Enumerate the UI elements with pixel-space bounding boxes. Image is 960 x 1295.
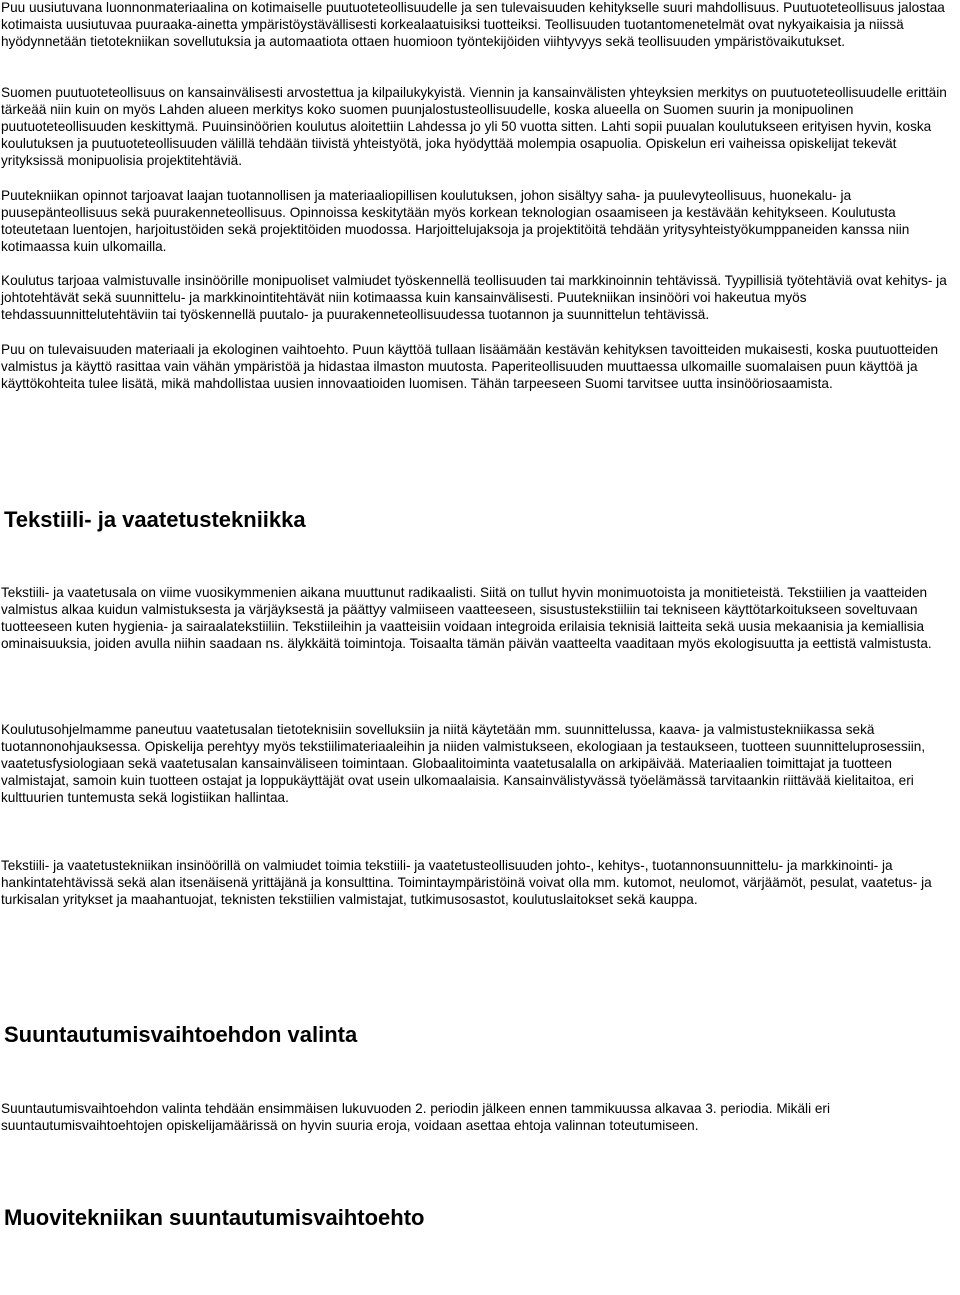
- paragraph-textile-program: Koulutusohjelmamme paneutuu vaatetusalan tietoteknisiin sovelluksiin ja niitä käytetään mm. suunnittelussa, kaava- ja valmistustekniikassa sekä tuotannonohjauksessa. Opiskelija perehtyy myös tekstiilimateriaaleihin ja niiden valmistukseen, ekologiaan ja testaukseen, tuotteen suunnitteluprosessiin, vaatetusfysiologiaan sekä vaatetusalan kansainväliseen toimintaan. Globaalitoiminta vaatetusalalla on arkipäivää. Materiaalien toimittajat ja tuotteen valmistajat, samoin kuin tuotteen ostajat ja loppukäyttäjät ovat usein ulkomaalaisia. Kansainvälistyvässä työelämässä tarvitaankin riittävää kielitaitoa, eri kulttuurien tuntemusta sekä logistiikan hallintaa.: [1, 722, 926, 805]
- paragraph-wood-intro: Puu uusiutuvana luonnonmateriaalina on kotimaiselle puutuoteteollisuudelle ja sen tulevaisuuden kehitykselle suuri mahdollisuus. Puutuoteteollisuus jalostaa kotimaista uusiutuvaa puuraaka-ainetta ympäristöystävällisesti korkealaatuisiksi tuotteiksi. Teollisuuden tuotantomenetelmät ovat nykyaikaisia ja niissä hyödynnetään tietotekniikan sovellutuksia ja automaatiota ottaen huomioon työntekijöiden viihtyvyys sekä teollisuuden ympäristövaikutukset.: [1, 0, 945, 49]
- paragraph-wood-international: Suomen puutuoteteollisuus on kansainvälisesti arvostettua ja kilpailukykyistä. Viennin ja kansainvälisten yhteyksien merkitys on puutuoteteollisuudelle erittäin tärkeää niin kuin on myös Lahden alueen merkitys koko suomen puunjalostusteollisuudelle, koska alueella on Suomen suurin ja monipuolinen puutuoteteollisuuden keskittymä. Puuinsinöörien koulutus aloitettiin Lahdessa jo yli 50 vuotta sitten. Lahti sopii puualan koulutukseen erityisen hyvin, koska koulutuksen ja puutuoteteollisuuden välillä tehdään tiivistä yhteistyötä, joka hyödyttää molempia osapuolia. Opiskelun eri vaiheissa opiskelijat tekevät yrityksissä monipuolisia projektitehtäviä.: [1, 85, 947, 168]
- heading-specialization-choice: Suuntautumisvaihtoehdon valinta: [4, 1022, 358, 1047]
- paragraph-wood-careers: Koulutus tarjoaa valmistuvalle insinöörille monipuoliset valmiudet työskennellä teollisuuden tai markkinoinnin tehtävissä. Tyypillisiä työtehtäviä ovat kehitys- ja johtotehtävät sekä suunnittelu- ja markkinointitehtävät niin kotimaassa kuin kansainvälisesti. Puutekniikan insinööri voi hakeutua myös tehdassuunnittelutehtäviin tai työskennellä puutalo- ja puurakenneteollisuudessa tuotannon ja suunnittelun tehtävissä.: [1, 273, 947, 322]
- heading-plastics: Muovitekniikan suuntautumisvaihtoehto: [4, 1205, 425, 1230]
- paragraph-specialization-choice: Suuntautumisvaihtoehdon valinta tehdään ensimmäisen lukuvuoden 2. periodin jälkeen ennen tammikuussa alkavaa 3. periodia. Mikäli eri suuntautumisvaihtoehtojen opiskelijamäärissä on hyvin suuria eroja, voidaan asettaa ehtoja valinnan toteutumiseen.: [1, 1101, 830, 1133]
- paragraph-textile-careers: Tekstiili- ja vaatetustekniikan insinöörillä on valmiudet toimia tekstiili- ja vaatetusteollisuuden johto-, kehitys-, tuotannonsuunnittelu- ja markkinointi- ja hankintatehtävissä sekä alan itsenäisenä yrittäjänä ja konsulttina. Toimintaympäristöinä voivat olla mm. kutomot, neulomot, värjäämöt, pesulat, vaatetus- ja turkisalan yritykset ja maahantuojat, teknisten tekstiilien valmistajat, tutkimusosastot, koulutuslaitokset sekä kauppa.: [1, 858, 932, 907]
- heading-textile: Tekstiili- ja vaatetustekniikka: [4, 507, 306, 532]
- paragraph-textile-intro: Tekstiili- ja vaatetusala on viime vuosikymmenien aikana muuttunut radikaalisti. Siitä on tullut hyvin monimuotoista ja monitieteistä. Tekstiilien ja vaatteiden valmistus alkaa kuidun valmistuksesta ja värjäyksestä ja päättyy valmiiseen vaatteeseen, sisustustekstiiliin tai tekniseen käyttötarkoitukseen soveltuvaan tuotteeseen kuten hygienia- ja sairaalatekstiiliin. Tekstiileihin ja vaatteisiin voidaan integroida erilaisia teknisiä laitteita sekä uusia mekaanisia ja kemiallisia ominaisuuksia, joiden avulla niihin saadaan ns. älykkäitä toimintoja. Toisaalta tämän päivän vaatteelta vaaditaan myös ekologisuutta ja eettistä valmistusta.: [1, 585, 932, 651]
- paragraph-wood-future: Puu on tulevaisuuden materiaali ja ekologinen vaihtoehto. Puun käyttöä tullaan lisäämään kestävän kehityksen tavoitteiden mukaisesti, koska puutuotteiden valmistus ja käyttö rasittaa vain vähän ympäristöä ja hidastaa ilmaston muutosta. Paperiteollisuuden muuttaessa ulkomaille suomalaisen puun käyttöä ja käyttökohteita tulee lisätä, mikä mahdollistaa uusien innovaatioiden luomisen. Tähän tarpeeseen Suomi tarvitsee uutta insinööriosaamista.: [1, 342, 939, 391]
- paragraph-wood-studies: Puutekniikan opinnot tarjoavat laajan tuotannollisen ja materiaaliopillisen koulutuksen, johon sisältyy saha- ja puulevyteollisuus, huonekalu- ja puusepänteollisuus sekä puurakenneteollisuus. Opinnoissa keskitytään myös korkean teknologian osaamiseen ja kestävään kehitykseen. Koulutusta toteutetaan luentojen, harjoitustöiden sekä projektitöiden muodossa. Harjoittelujaksoja ja projektitöitä tehdään yritysyhteistyökumppaneiden kanssa niin kotimaassa kuin ulkomailla.: [1, 188, 910, 254]
